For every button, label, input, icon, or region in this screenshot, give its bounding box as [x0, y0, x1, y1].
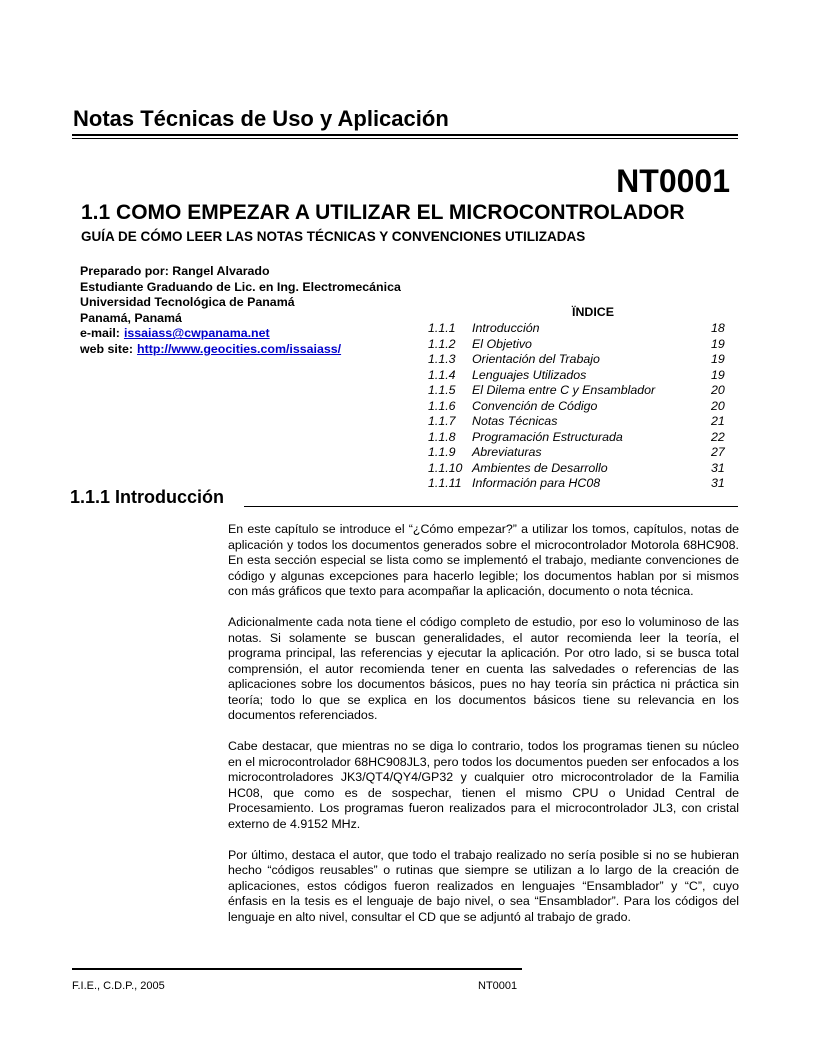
index-label: Lenguajes Utilizados: [472, 367, 587, 382]
index-number: 1.1.6: [428, 398, 456, 413]
index-row: [428, 383, 728, 399]
index-label: Orientación del Trabajo: [472, 352, 600, 366]
paragraph: En este capítulo se introduce el “¿Cómo empezar?” a utilizar los tomos, capítulos, notas de aplicación y todos los documentos generados sobre el microcontrolador Motorola 68HC908. En esta sección especial se lista como se implementó el trabajo, mediante convenciones de código y algunas excepciones para hacerlo legible; los documentos hablan por si mismos con más gráficos que texto para acompañar la aplicación, documento o nota técnica.: [228, 522, 739, 598]
index-row: [428, 368, 728, 384]
index-page: 19: [711, 336, 725, 351]
chapter-subtitle: GUÍA DE CÓMO LEER LAS NOTAS TÉCNICAS Y CONVENCIONES UTILIZADAS: [81, 229, 586, 244]
index-row: [428, 476, 728, 492]
chapter-title: 1.1 COMO EMPEZAR A UTILIZAR EL MICROCONTROLADOR: [81, 201, 685, 224]
index-number: 1.1.2: [428, 336, 456, 351]
index-row: [428, 321, 728, 337]
index-row: [428, 430, 728, 446]
index-page: 20: [711, 383, 725, 397]
index-page: 31: [711, 476, 725, 490]
index-number: 1.1.7: [428, 414, 456, 428]
author-role: Estudiante Graduando de Lic. en Ing. Electromecánica: [80, 279, 401, 294]
index-label: Convención de Código: [472, 398, 598, 413]
paragraph: Cabe destacar, que mientras no se diga lo contrario, todos los programas tienen su núcleo en el microcontrolador 68HC908JL3, pero todos los documentos pueden ser enfocados a los microcontroladores JK3/QT4/QY4/GP32 y cualquier otro microcontrolador de la Familia HC08, que como es de sospechar, tienen el mismo CPU o Unidad Central de Procesamiento. Los programas fueron realizados para el microcontrolador JL3, con cristal externo de 4.9152 MHz.: [228, 739, 739, 831]
document-code: NT0001: [616, 163, 730, 199]
index-page: 19: [711, 352, 725, 366]
index-page: 20: [711, 398, 725, 413]
index-label: Ambientes de Desarrollo: [472, 460, 608, 475]
index-number: 1.1.1: [428, 321, 456, 335]
index-label: Introducción: [472, 321, 540, 335]
section-body: [228, 522, 739, 941]
author-block: [80, 264, 401, 358]
email-label: e-mail:: [80, 326, 120, 341]
index-number: 1.1.3: [428, 352, 456, 366]
index-number: 1.1.11: [428, 476, 462, 490]
index-label: Abreviaturas: [472, 445, 542, 459]
index-page: 19: [711, 367, 725, 382]
index-page: 21: [711, 414, 725, 428]
header-rule-thick: [72, 134, 738, 136]
index-row: [428, 461, 728, 477]
section-rule: [244, 506, 738, 507]
index-row: [428, 352, 728, 368]
index-number: 1.1.5: [428, 383, 456, 397]
website-line: [80, 342, 401, 358]
section-title: 1.1.1 Introducción: [70, 487, 225, 507]
index-row: [428, 414, 728, 430]
index-list: [428, 321, 728, 492]
index-page: 22: [711, 429, 725, 444]
index-number: 1.1.10: [428, 460, 463, 475]
index-label: El Objetivo: [472, 336, 532, 351]
index-page: 18: [711, 321, 725, 335]
index-label: Programación Estructurada: [472, 429, 623, 444]
index-title: ÏNDICE: [572, 305, 614, 319]
website-link[interactable]: http://www.geocities.com/issaiass/: [137, 341, 342, 356]
footer-left: F.I.E., C.D.P., 2005: [72, 980, 165, 992]
prepared-by: Preparado por: Rangel Alvarado: [80, 264, 270, 278]
footer-right: NT0001: [478, 980, 518, 992]
author-university: Universidad Tecnológica de Panamá: [80, 295, 295, 310]
email-line: [80, 326, 401, 342]
index-row: [428, 445, 728, 461]
index-page: 27: [711, 445, 725, 459]
index-label: Notas Técnicas: [472, 414, 558, 428]
index-number: 1.1.4: [428, 367, 456, 382]
author-location: Panamá, Panamá: [80, 310, 182, 325]
email-link[interactable]: issaiass@cwpanama.net: [123, 326, 270, 341]
index-page: 31: [711, 460, 725, 475]
index-row: [428, 337, 728, 353]
index-number: 1.1.8: [428, 429, 456, 444]
paragraph: Por último, destaca el autor, que todo el trabajo realizado no sería posible si no se hubieran hecho “códigos reusables” o rutinas que siempre se utilizan a lo largo de la creación de aplicaciones, estos códigos fueron realizados en lenguajes “Ensamblador” y “C”, cuyo énfasis en la tesis es el lenguaje de bajo nivel, o sea “Ensamblador”. Para los códigos del lenguaje en alto nivel, consultar el CD que se adjuntó al trabajo de grado.: [228, 847, 739, 924]
footer-rule: [72, 968, 522, 970]
index-label: El Dilema entre C y Ensamblador: [472, 383, 656, 397]
index-number: 1.1.9: [428, 445, 456, 459]
index-row: [428, 399, 728, 415]
index-label: Información para HC08: [472, 476, 601, 490]
header-rule-thin: [72, 138, 738, 139]
paragraph: Adicionalmente cada nota tiene el código completo de estudio, por eso lo voluminoso de las notas. Si solamente se buscan generalidades, el autor recomienda leer la teoría, el programa principal, las referencias y ejecutar la aplicación. Por otro lado, si se busca total comprensión, el autor recomienda tener en cuenta las salvedades o referencias de las aplicaciones sobre los documentos básicos, pues no hay teoría sin práctica ni práctica sin teoría; todo lo que se explica en los documentos básicos tiene su relevancia en los documentos referenciados.: [228, 615, 739, 722]
header-title: Notas Técnicas de Uso y Aplicación: [73, 106, 449, 131]
website-label: web site:: [80, 341, 134, 356]
